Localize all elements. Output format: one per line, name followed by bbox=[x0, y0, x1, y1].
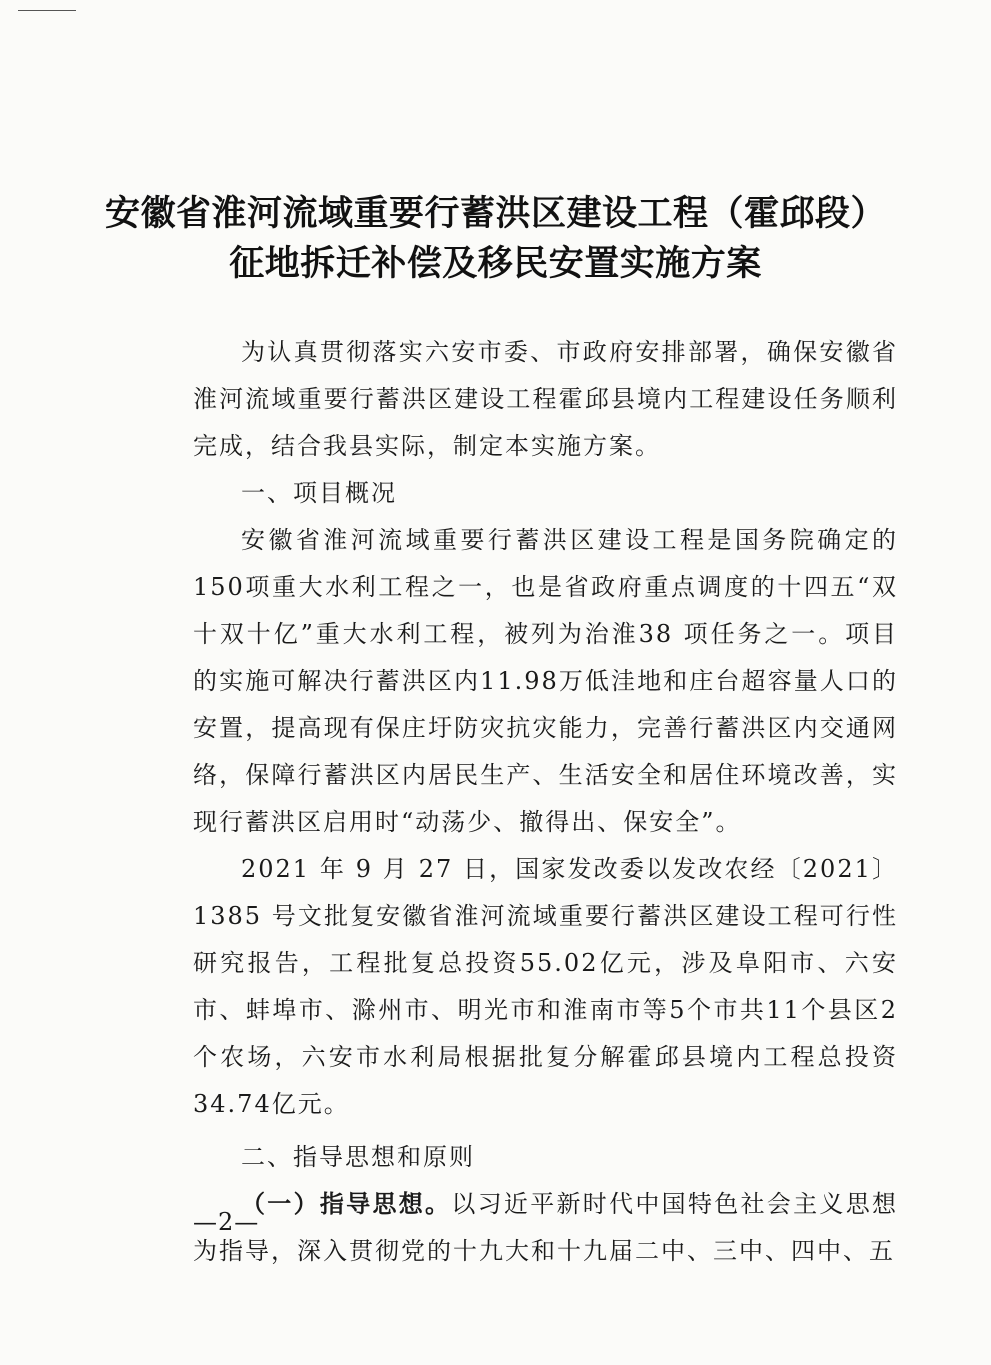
section2-heading: 二、指导思想和原则 bbox=[241, 1143, 475, 1171]
top-rule bbox=[18, 10, 76, 11]
document-title-line1: 安徽省淮河流域重要行蓄洪区建设工程（霍邱段） bbox=[104, 194, 886, 234]
section2-sub1-lead: （一）指导思想。 bbox=[241, 1190, 452, 1218]
section2-sub1-text: 以习近平新时代中国特色社会主义思想为指导，深入贯彻党的十九大和十九届二中、三中、四中、五 bbox=[193, 1190, 899, 1265]
page-number: —2— bbox=[193, 1208, 260, 1236]
document-body bbox=[193, 329, 898, 1275]
section1-paragraph1: 安徽省淮河流域重要行蓄洪区建设工程是国务院确定的150项重大水利工程之一，也是省政府重点调度的十四五“双十双十亿”重大水利工程，被列为治淮38 项任务之一。项目的实施可解决行蓄洪区内11.98万低洼地和庄台超容量人口的安置，提高现有保庄圩防灾抗灾能力，完善行蓄洪区内交通网络，保障行蓄洪区内居民生产、生活安全和居住环境改善，实现行蓄洪区启用时“动荡少、撤得出、保安全”。 bbox=[193, 526, 898, 836]
section2-sub1-paragraph bbox=[193, 1181, 898, 1275]
intro-paragraph: 为认真贯彻落实六安市委、市政府安排部署，确保安徽省淮河流域重要行蓄洪区建设工程霍邱县境内工程建设任务顺利完成，结合我县实际，制定本实施方案。 bbox=[193, 338, 898, 460]
document-title-line2: 征地拆迁补偿及移民安置实施方案 bbox=[229, 244, 762, 284]
section1-heading: 一、项目概况 bbox=[241, 479, 397, 507]
section1-paragraph2: 2021 年 9 月 27 日，国家发改委以发改农经〔2021〕1385 号文批复安徽省淮河流域重要行蓄洪区建设工程可行性研究报告，工程批复总投资55.02亿元，涉及阜阳市、六安市、蚌埠市、滁州市、明光市和淮南市等5个市共11个县区2个农场，六安市水利局根据批复分解霍邱县境内工程总投资34.74亿元。 bbox=[193, 855, 898, 1118]
